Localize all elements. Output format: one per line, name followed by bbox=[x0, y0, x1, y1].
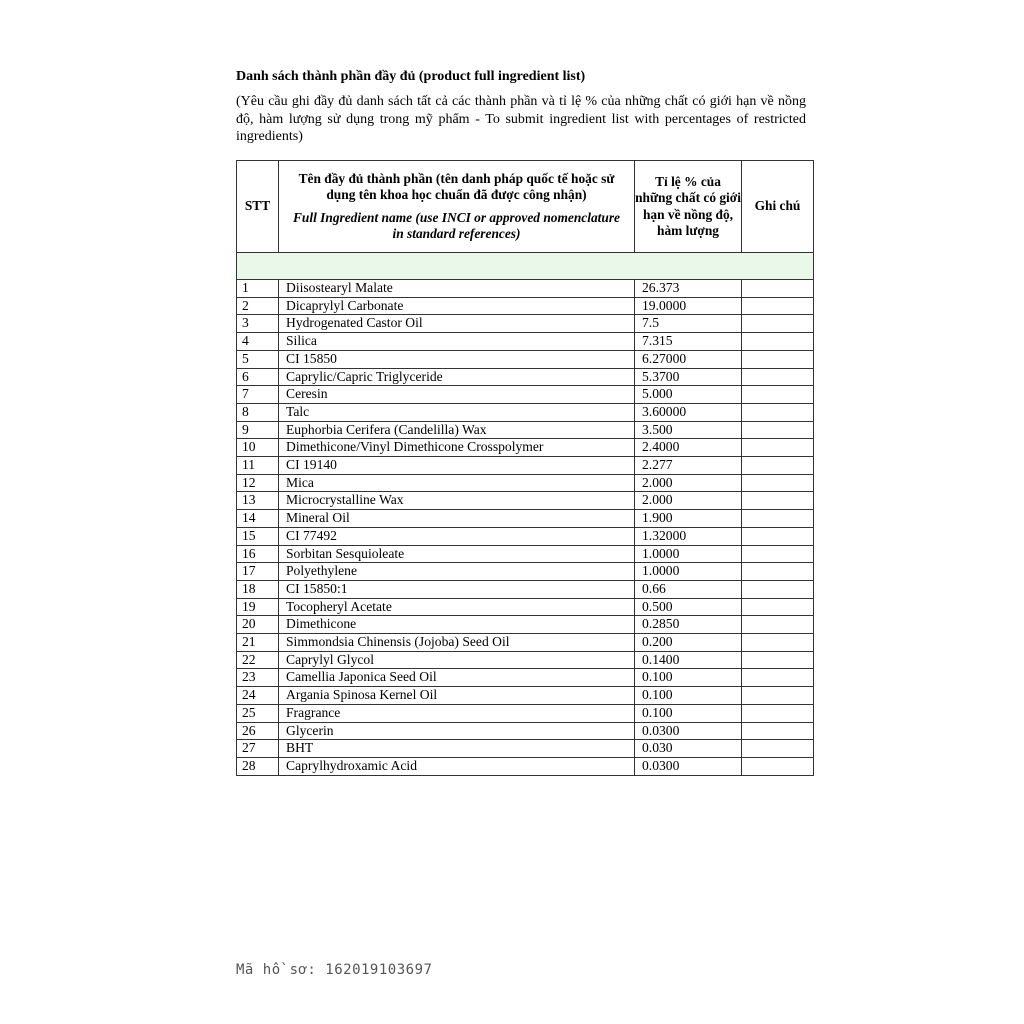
cell-note bbox=[742, 580, 814, 598]
cell-percent: 19.0000 bbox=[635, 297, 742, 315]
cell-percent: 0.66 bbox=[635, 580, 742, 598]
header-stt: STT bbox=[237, 161, 279, 253]
cell-ingredient-name: Caprylic/Capric Triglyceride bbox=[279, 368, 635, 386]
cell-ingredient-name: Mica bbox=[279, 474, 635, 492]
cell-percent: 1.32000 bbox=[635, 527, 742, 545]
cell-percent: 2.4000 bbox=[635, 439, 742, 457]
table-row bbox=[237, 598, 814, 616]
cell-stt: 13 bbox=[237, 492, 279, 510]
table-row bbox=[237, 634, 814, 652]
cell-ingredient-name: Silica bbox=[279, 333, 635, 351]
document-heading: Danh sách thành phần đầy đủ (product full ingredient list) bbox=[236, 69, 586, 84]
cell-stt: 24 bbox=[237, 687, 279, 705]
cell-note bbox=[742, 687, 814, 705]
cell-stt: 19 bbox=[237, 598, 279, 616]
cell-note bbox=[742, 439, 814, 457]
shaded-band-cell bbox=[237, 253, 814, 280]
cell-ingredient-name: Hydrogenated Castor Oil bbox=[279, 315, 635, 333]
cell-ingredient-name: Sorbitan Sesquioleate bbox=[279, 545, 635, 563]
table-row bbox=[237, 350, 814, 368]
table-row bbox=[237, 704, 814, 722]
cell-percent: 0.2850 bbox=[635, 616, 742, 634]
table-row bbox=[237, 315, 814, 333]
cell-percent: 26.373 bbox=[635, 280, 742, 298]
cell-note bbox=[742, 474, 814, 492]
cell-note bbox=[742, 492, 814, 510]
cell-ingredient-name: Euphorbia Cerifera (Candelilla) Wax bbox=[279, 421, 635, 439]
header-ingredient-name bbox=[279, 161, 635, 253]
header-note: Ghi chú bbox=[742, 161, 814, 253]
cell-percent: 0.100 bbox=[635, 687, 742, 705]
cell-percent: 6.27000 bbox=[635, 350, 742, 368]
cell-note bbox=[742, 669, 814, 687]
cell-stt: 2 bbox=[237, 297, 279, 315]
cell-percent: 1.0000 bbox=[635, 545, 742, 563]
cell-note bbox=[742, 280, 814, 298]
cell-stt: 11 bbox=[237, 457, 279, 475]
cell-note bbox=[742, 563, 814, 581]
cell-note bbox=[742, 757, 814, 775]
cell-percent: 0.100 bbox=[635, 669, 742, 687]
cell-stt: 17 bbox=[237, 563, 279, 581]
cell-ingredient-name: Caprylhydroxamic Acid bbox=[279, 757, 635, 775]
table-row bbox=[237, 403, 814, 421]
cell-stt: 23 bbox=[237, 669, 279, 687]
cell-percent: 1.900 bbox=[635, 510, 742, 528]
cell-ingredient-name: Caprylyl Glycol bbox=[279, 651, 635, 669]
cell-ingredient-name: CI 15850:1 bbox=[279, 580, 635, 598]
cell-stt: 14 bbox=[237, 510, 279, 528]
table-row bbox=[237, 757, 814, 775]
table-row bbox=[237, 580, 814, 598]
cell-stt: 16 bbox=[237, 545, 279, 563]
table-row bbox=[237, 669, 814, 687]
table-row bbox=[237, 386, 814, 404]
cell-percent: 0.500 bbox=[635, 598, 742, 616]
table-row bbox=[237, 545, 814, 563]
cell-note bbox=[742, 403, 814, 421]
cell-ingredient-name: Tocopheryl Acetate bbox=[279, 598, 635, 616]
cell-note bbox=[742, 421, 814, 439]
cell-percent: 1.0000 bbox=[635, 563, 742, 581]
file-code: Mã hồ sơ: 162019103697 bbox=[236, 962, 433, 978]
table-row bbox=[237, 439, 814, 457]
cell-note bbox=[742, 315, 814, 333]
cell-percent: 0.0300 bbox=[635, 757, 742, 775]
cell-stt: 22 bbox=[237, 651, 279, 669]
cell-note bbox=[742, 545, 814, 563]
cell-stt: 9 bbox=[237, 421, 279, 439]
cell-ingredient-name: Mineral Oil bbox=[279, 510, 635, 528]
cell-percent: 0.100 bbox=[635, 704, 742, 722]
intro-paragraph: (Yêu cầu ghi đầy đủ danh sách tất cả các thành phần và tỉ lệ % của những chất có giới hạn về nồng độ, hàm lượng sử dụng trong mỹ phẩm - To submit ingredient list with percentages of restricted ingredients) bbox=[236, 94, 806, 144]
cell-ingredient-name: Fragrance bbox=[279, 704, 635, 722]
cell-note bbox=[742, 651, 814, 669]
cell-stt: 12 bbox=[237, 474, 279, 492]
cell-ingredient-name: Simmondsia Chinensis (Jojoba) Seed Oil bbox=[279, 634, 635, 652]
table-row bbox=[237, 651, 814, 669]
table-row bbox=[237, 687, 814, 705]
cell-stt: 1 bbox=[237, 280, 279, 298]
cell-note bbox=[742, 634, 814, 652]
table-row bbox=[237, 722, 814, 740]
cell-note bbox=[742, 722, 814, 740]
cell-stt: 21 bbox=[237, 634, 279, 652]
header-percent: Tỉ lệ % của những chất có giới hạn về nồng độ, hàm lượng bbox=[635, 161, 742, 253]
cell-note bbox=[742, 386, 814, 404]
table-row bbox=[237, 474, 814, 492]
cell-stt: 25 bbox=[237, 704, 279, 722]
cell-note bbox=[742, 350, 814, 368]
cell-ingredient-name: CI 19140 bbox=[279, 457, 635, 475]
cell-stt: 27 bbox=[237, 740, 279, 758]
table-row bbox=[237, 510, 814, 528]
cell-stt: 20 bbox=[237, 616, 279, 634]
cell-percent: 7.315 bbox=[635, 333, 742, 351]
cell-ingredient-name: CI 77492 bbox=[279, 527, 635, 545]
cell-percent: 0.0300 bbox=[635, 722, 742, 740]
cell-ingredient-name: Diisostearyl Malate bbox=[279, 280, 635, 298]
cell-percent: 0.200 bbox=[635, 634, 742, 652]
cell-note bbox=[742, 740, 814, 758]
cell-note bbox=[742, 616, 814, 634]
cell-stt: 6 bbox=[237, 368, 279, 386]
cell-stt: 28 bbox=[237, 757, 279, 775]
cell-note bbox=[742, 457, 814, 475]
cell-percent: 7.5 bbox=[635, 315, 742, 333]
cell-ingredient-name: Microcrystalline Wax bbox=[279, 492, 635, 510]
cell-ingredient-name: Ceresin bbox=[279, 386, 635, 404]
table-header-row bbox=[237, 161, 814, 253]
table-row bbox=[237, 333, 814, 351]
cell-percent: 5.000 bbox=[635, 386, 742, 404]
table-row bbox=[237, 297, 814, 315]
cell-ingredient-name: Dicaprylyl Carbonate bbox=[279, 297, 635, 315]
cell-stt: 18 bbox=[237, 580, 279, 598]
cell-stt: 26 bbox=[237, 722, 279, 740]
cell-ingredient-name: Dimethicone bbox=[279, 616, 635, 634]
header-name-en: Full Ingredient name (use INCI or approved nomenclature in standard references) bbox=[293, 209, 620, 241]
cell-ingredient-name: CI 15850 bbox=[279, 350, 635, 368]
cell-note bbox=[742, 598, 814, 616]
cell-ingredient-name: Glycerin bbox=[279, 722, 635, 740]
table-row bbox=[237, 280, 814, 298]
table-row bbox=[237, 527, 814, 545]
header-name-vn: Tên đầy đủ thành phần (tên danh pháp quốc tế hoặc sử dụng tên khoa học chuẩn đã được công nhận) bbox=[298, 170, 615, 202]
cell-stt: 5 bbox=[237, 350, 279, 368]
cell-note bbox=[742, 704, 814, 722]
cell-ingredient-name: Talc bbox=[279, 403, 635, 421]
cell-percent: 0.1400 bbox=[635, 651, 742, 669]
cell-percent: 5.3700 bbox=[635, 368, 742, 386]
cell-percent: 2.277 bbox=[635, 457, 742, 475]
cell-percent: 3.60000 bbox=[635, 403, 742, 421]
cell-note bbox=[742, 527, 814, 545]
cell-stt: 7 bbox=[237, 386, 279, 404]
table-row bbox=[237, 492, 814, 510]
table-row bbox=[237, 616, 814, 634]
cell-percent: 2.000 bbox=[635, 474, 742, 492]
cell-percent: 0.030 bbox=[635, 740, 742, 758]
cell-ingredient-name: Dimethicone/Vinyl Dimethicone Crosspolymer bbox=[279, 439, 635, 457]
cell-ingredient-name: Camellia Japonica Seed Oil bbox=[279, 669, 635, 687]
ingredient-table bbox=[236, 160, 814, 776]
cell-stt: 3 bbox=[237, 315, 279, 333]
cell-note bbox=[742, 297, 814, 315]
cell-stt: 4 bbox=[237, 333, 279, 351]
cell-note bbox=[742, 333, 814, 351]
table-row bbox=[237, 421, 814, 439]
cell-stt: 15 bbox=[237, 527, 279, 545]
table-row bbox=[237, 457, 814, 475]
cell-stt: 8 bbox=[237, 403, 279, 421]
cell-stt: 10 bbox=[237, 439, 279, 457]
table-row bbox=[237, 368, 814, 386]
cell-percent: 3.500 bbox=[635, 421, 742, 439]
cell-ingredient-name: BHT bbox=[279, 740, 635, 758]
table-row bbox=[237, 563, 814, 581]
table-row bbox=[237, 740, 814, 758]
cell-ingredient-name: Argania Spinosa Kernel Oil bbox=[279, 687, 635, 705]
cell-note bbox=[742, 510, 814, 528]
cell-ingredient-name: Polyethylene bbox=[279, 563, 635, 581]
cell-percent: 2.000 bbox=[635, 492, 742, 510]
cell-note bbox=[742, 368, 814, 386]
shaded-band-row bbox=[237, 253, 814, 280]
